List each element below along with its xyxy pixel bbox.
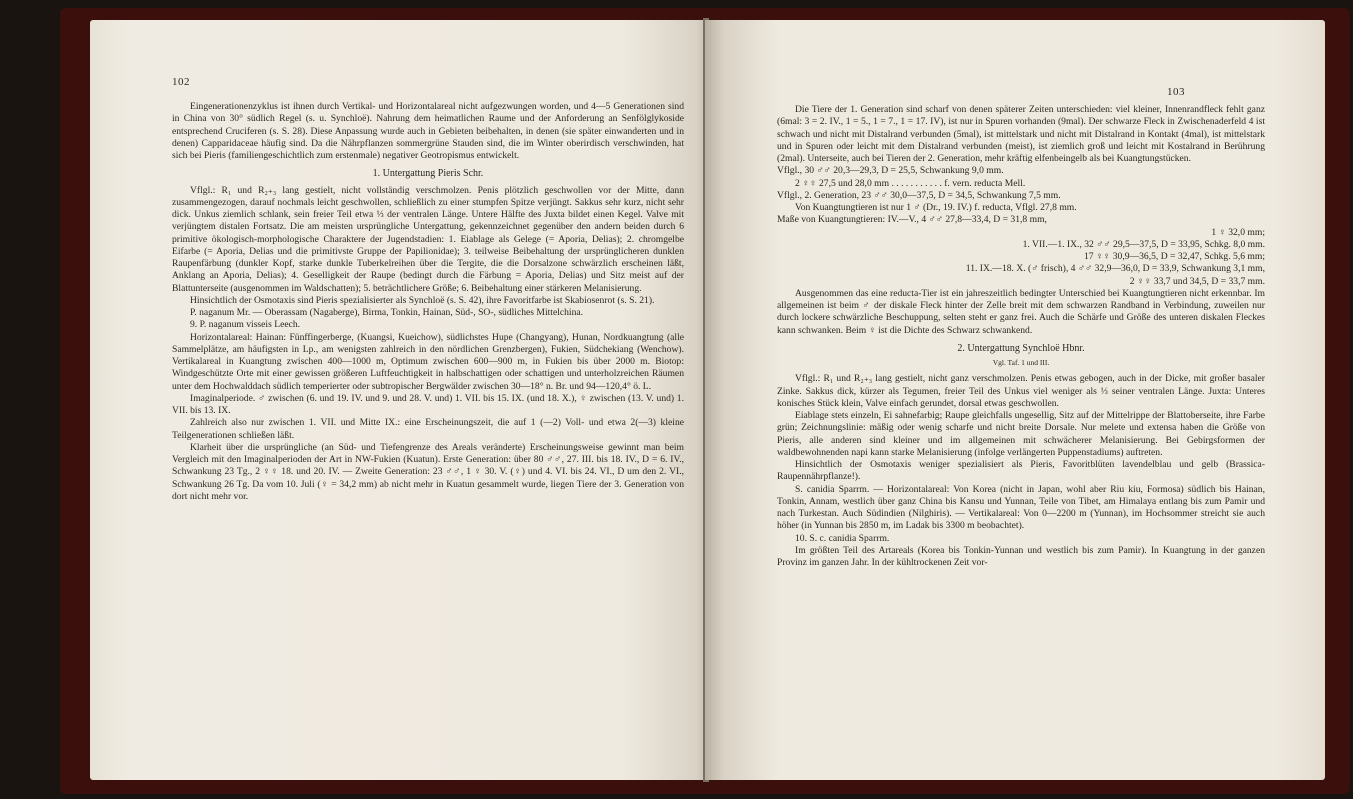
measurement-line: 2 ♀♀ 33,7 und 34,5, D = 33,7 mm. xyxy=(1129,275,1265,287)
measurement-line: 11. IX.—18. X. (♂ frisch), 4 ♂♂ 32,9—36,0, D = 33,9, Schwankung 3,1 mm, xyxy=(965,263,1265,275)
page-number: 103 xyxy=(1167,86,1185,98)
measurement-line: 2 ♀♀ 27,5 und 28,0 mm . . . . . . . . . . . f. vern. reducta Mell. xyxy=(795,177,1026,189)
measurement-line: Vflgl., 30 ♂♂ 20,3—29,3, D = 25,5, Schwankung 9,0 mm. xyxy=(777,165,1004,177)
measurement-line: Vflgl., 2. Generation, 23 ♂♂ 30,0—37,5, D = 34,5, Schwankung 7,5 mm. xyxy=(777,189,1061,201)
paragraph: Hinsichtlich der Osmotaxis sind Pieris spezialisierter als Synchloë (s. S. 42), ihre Favoritfarbe ist Skabiosenrot (s. S. 21). xyxy=(190,294,655,306)
paragraph: Horizontalareal: Hainan: Fünffingerberge, (Kuangsi, Kueichow), südlichstes Hupe (Changyang), Hunan, Nordkuangtung (alle Sammelplätze, am häufigsten in Lp., am wenigsten zahlreich in den nördlichen Grenzbergen), Fukien, Südchekiang (Wenchow). Vertikalareal in Kuangtung zwischen 400—1000 m, Optimum zwischen 600—900 m, in Fukien bis über 2000 m. Biotop: Windgeschützte Orte mit einer gewissen größeren Luftfeuchtigkeit in halbschattigen oder schattigen und unterholzreichen Räumen unter dem Hochwalddach südlich temperierter oder subtropischer Bergwälder zwischen 30—18° n. Br. und 94—120,4° ö. L. xyxy=(172,331,684,392)
left-page-text xyxy=(172,101,684,503)
paragraph: Im größten Teil des Artareals (Korea bis Tonkin-Yunnan und westlich bis zum Pamir). In Kuangtung in der ganzen Provinz im ganzen Jahr. In der kühltrockenen Zeit vor- xyxy=(777,544,1265,568)
paragraph: Eiablage stets einzeln, Ei sahnefarbig; Raupe gleichfalls ungesellig, Sitz auf der Mittelrippe der Blattoberseite, ihre Farbe grün; Zeichnungslinie: mäßig oder wenig scharfe und nicht breite Dorsale. Nur melete und extensa haben die Größe von Pieris, alle anderen sind kleiner und im allgemeinen mit schwächerer Melanisierung. Bei Gebirgsformen der waldbewohnenden napi kann starke Melanisierung (infolge verlängerten Puppenstadiums) auftreten. xyxy=(777,410,1265,458)
paragraph: S. canidia Sparrm. — Horizontalareal: Von Korea (nicht in Japan, wohl aber Riu kiu, Formosa) südlich bis Hainan, Tonkin, Annam, westlich über ganz China bis Kansu und Yunnan, Teile von Tibet, am Himalaya entlang bis zum Pamir und nach Turkestan. Auch Südindien (Nilghiris). — Vertikalareal: Von 0—2200 m (Yunnan), im Hochsommer streicht sie auch höher (in Yunnan bis 2850 m, im Ladak bis 3300 m beobachtet). xyxy=(777,483,1265,532)
right-page-text xyxy=(777,104,1265,569)
measurement-line: 17 ♀♀ 30,9—36,5, D = 32,47, Schkg. 5,6 mm; xyxy=(1083,251,1265,262)
paragraph: Die Tiere der 1. Generation sind scharf von denen späterer Zeiten unterschieden: viel kleiner, Innenrandfleck fehlt ganz (6mal: 3 = 2. IV., 1 = 5., 1 = 7., 1 = 17. IV), ist nur in Spuren vorhanden (9mal). Der schwarze Fleck in Zwischenaderfeld 4 ist schwach und nicht mit Distalrand verbunden (5mal), ist mittelstark und nicht mit Distalrand in Kontakt (4mal), ist mittelstark und in Spuren oder leicht mit dem Distalrand verbunden (meist), ist ziemlich groß und leicht mit Kostalrand in Berührung (2mal). Unterseite, auch bei Tieren der 2. Generation, mehr kräftig elfenbeingelb als bei Kuangtungstücken. xyxy=(777,104,1265,164)
paragraph: Klarheit über die ursprüngliche (an Süd- und Tiefengrenze des Areals veränderte) Erscheinungsweise gewinnt man beim Vergleich mit den Imaginalperioden der Art in NW-Fukien (Kuatun). Erste Generation: über 80 ♂♂, 27. III. bis 18. IV., D = 6. IV., Schwankung 23 Tg., 2 ♀♀ 18. und 20. IV. — Zweite Generation: 23 ♂♂, 1 ♀ 30. V. (♀) und 4. VI. bis 24. VI., D um den 2. VI., Schwankung 26 Tg. Da vom 10. Juli (♀ = 34,2 mm) ab nicht mehr in Kuatun gesammelt wurde, liegen Tiere der 3. Generation von dort nicht mehr vor. xyxy=(172,441,684,502)
measurement-line: 1. VII.—1. IX., 32 ♂♂ 29,5—37,5, D = 33,95, Schkg. 8,0 mm. xyxy=(1022,238,1265,250)
paragraph: Imaginalperiode. ♂ zwischen (6. und 19. IV. und 9. und 28. V. und) 1. VII. bis 15. IX. (und 18. X.), ♀ zwischen (13. V. und) 1. VII. bis 13. IX. xyxy=(172,392,684,416)
measurement-line: Maße von Kuangtungtieren: IV.—V., 4 ♂♂ 27,8—33,4, D = 31,8 mm, xyxy=(777,214,1047,226)
measurement-line: Von Kuangtungtieren ist nur 1 ♂ (Dr., 19. IV.) f. reducta, Vflgl. 27,8 mm. xyxy=(795,202,1077,213)
section-heading: 1. Untergattung Pieris Schr. xyxy=(372,168,484,180)
paragraph: Vflgl.: R₁ und R₂₊₃ lang gestielt, nicht ganz verschmolzen. Penis etwas gebogen, auch in der Dicke, mit großer basaler Zinke. Sakkus dick, kürzer als Tegumen, freier Teil des Unkus viel weniger als ⅓ seiner ventralen Länge. Juxta: Unteres konisches Stück klein, Valve einfach gerundet, dorsal etwas geschwollen. xyxy=(777,373,1265,409)
paragraph: 10. S. c. canidia Sparrm. xyxy=(795,532,890,544)
measurement-line: 1 ♀ 32,0 mm; xyxy=(1211,226,1265,238)
right-page xyxy=(705,20,1325,780)
section-heading: 2. Untergattung Synchloë Hbnr. xyxy=(957,342,1085,354)
paragraph: Zahlreich also nur zwischen 1. VII. und Mitte IX.: eine Erscheinungszeit, die auf 1 (—2) Voll- und etwa 2(—3) kleine Teilgenerationen schließen läßt. xyxy=(172,417,684,441)
paragraph: Vflgl.: R₁ und R₂₊₃ lang gestielt, nicht vollständig verschmolzen. Penis plötzlich geschwollen vor der Mitte, dann zusammengezogen, darauf nochmals leicht geschwollen, schließlich zu einer stumpfen Spitze verjüngt. Sakkus sehr kurz, nicht sehr dick. Unkus ziemlich schlank, sein freier Teil etwa ⅓ der ventralen Länge. Untere Hälfte des Juxta bildet einen Kegel. Valve mit verjüngtem distalen Fortsatz. Die am meisten ursprüngliche Untergattung, gekennzeichnet gegenüber den andern beiden durch 6 primitive ökologisch-morphologische Charaktere der Jugendstadien: 1. Eiablage als Gelege (= Aporia, Delias); 2. chromgelbe Eifarbe (= Aporia, Delias und die primitivste Gruppe der Papilionidae); 3. teilweise Beibehaltung der ursprünglicheren dunklen Raupenfärbung (dunkler Kopf, starke dunkle Tuberkelreihen über die Tergite, die die Dorsalzone schwärzlich erscheinen läßt, Anklang an Aporia, Delias); 4. Geselligkeit der Raupe (bedingt durch die Färbung = Aporia, Delias) und Sitz meist auf der Blattunterseite (ausgenommen im Waldschatten); 5. beträchtlichere Größe; 6. Beibehaltung einer stärkeren Melanisierung. xyxy=(172,184,684,294)
paragraph: Eingenerationenzyklus ist ihnen durch Vertikal- und Horizontalareal nicht aufgezwungen worden, und 4—5 Generationen sind in China von 30° südlich Regel (s. u. Synchloë). Nahrung dem heimatlichen Raume und der Anforderung an Senfölglykoside entsprechend Cruciferen (s. S. 28). Diese Anpassung wurde auch in Gebieten beibehalten, in denen (sie später einwanderten und in denen) Capparidaceae häufig sind. Da die Nährpflanzen sommergrüne Stauden sind, die im Winter oberirdisch verschwinden, hat sich bei Pieris (familiengeschichtlich zum erstenmale) negativer Geotropismus entwickelt. xyxy=(172,101,684,161)
paragraph: 9. P. naganum visseis Leech. xyxy=(190,319,301,331)
paragraph: Hinsichtlich der Osmotaxis weniger spezialisiert als Pieris, Favoritblüten lavendelblau und gelb (Brassica-Raupennährpflanze!). xyxy=(777,459,1265,483)
book xyxy=(60,8,1350,794)
left-page xyxy=(90,20,715,780)
section-subheading: Vgl. Taf. 1 und III. xyxy=(992,358,1050,367)
page-number: 102 xyxy=(172,76,190,88)
paragraph: P. naganum Mr. — Oberassam (Nagaberge), Birma, Tonkin, Hainan, Süd-, SO-, südliches Mittelchina. xyxy=(190,307,584,318)
paragraph: Ausgenommen das eine reducta-Tier ist ein jahreszeitlich bedingter Unterschied bei Kuangtungtieren nicht erkennbar. Im allgemeinen ist beim ♂ der diskale Fleck hinter der Zelle breit mit dem schwarzen Randband in Verbindung, zuweilen nur durch lockere schwärzliche Beschuppung, selten steht er ganz frei. Auch die Schärfe und Größe des unteren diskalen Fleckes kann schwanken. Beim ♀ ist die Dichte des Schwarz schwankend. xyxy=(777,287,1265,336)
